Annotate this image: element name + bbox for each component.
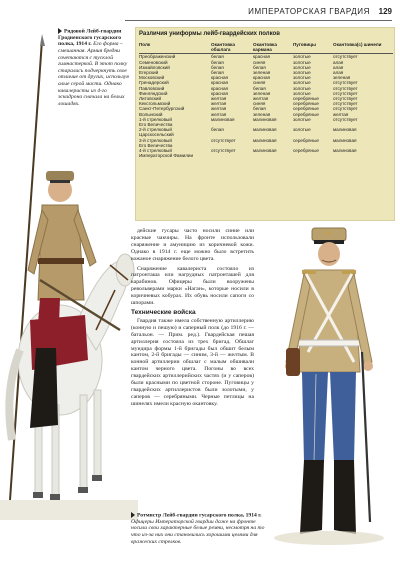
table-cell: красная (211, 90, 228, 96)
table-cell: Царскосельский (139, 132, 174, 138)
header-rule (125, 20, 392, 21)
table-cell: малиновая (253, 116, 277, 122)
table-cell (333, 153, 393, 158)
table-cell: Измайловский (139, 64, 170, 70)
table-cell: Семеновский (139, 59, 168, 65)
table-cell: золотые (293, 70, 311, 76)
table-cell: красная (253, 54, 270, 60)
right-figure-caption (131, 512, 271, 545)
table-cell: Императорской Фамилии (139, 153, 194, 159)
main-text-column (131, 228, 254, 411)
table-cell: малиновая (211, 116, 235, 122)
table-row (139, 153, 393, 158)
table-cell: желтая (211, 101, 227, 107)
table-cell: отсутствует (333, 54, 358, 60)
table-cell: белая (211, 64, 224, 70)
table-cell: серебряные (293, 106, 319, 112)
caption-right-bold: Ротмистр Лейб-гвардии гусарского полка, 1914 г. (137, 512, 262, 519)
table-cell: 2-й стрелковый (139, 127, 172, 133)
table-cell: отсутствует (211, 148, 236, 154)
table-cell: 3-й стрелковый (139, 137, 172, 143)
table-cell: зеленая (253, 90, 271, 96)
table-cell: алая (333, 64, 344, 70)
paragraph: Гвардия также имела собственную артиллерию (конную и пешую) и саперный полк (до 1916 г. — батальон. — Прим. ред.). Гвардейская пешая артиллерия состояла из трех бригад. Обшлаг мундира формы 1-й бригады был обшит белым кантом, 2-й бригады — синим, 3-й — желтым. В конной артиллерии обшлаг с малым обшивали кантом черного цвета. Погоны во всех гвардейских артиллерийских частях (и у саперов) были красными по цветной стороне. Пуговицы у гвардейских артиллеристов были золотыми, у саперов — серебряными. Черные петлицы на шинелях имели красную окантовку. (131, 317, 254, 407)
table-header-row (139, 42, 393, 54)
table-cell: желтая (211, 106, 227, 112)
table-cell: синяя (253, 80, 266, 86)
table-cell: Гренадерский (139, 80, 169, 86)
table-cell: алая (333, 59, 344, 65)
table-cell: малиновая (333, 127, 357, 133)
table-cell: золотые (293, 59, 311, 65)
caption-left-italic: Его форма – смешанная. Армия бредни сочетаются с тусклой гимнастеркой. В этот полку старались подчеркнуть свое отличие от других, используя алые серой масти. Однако кавалеристы из 4-го эскадрона сначала на белых лошадях. (58, 41, 129, 107)
table-cell (211, 153, 253, 158)
page-header (0, 0, 400, 22)
table-cell: золотые (293, 116, 311, 122)
table-cell: белая (211, 127, 224, 133)
table-cell: отсутствует (333, 90, 358, 96)
table-cell: белая (211, 54, 224, 60)
col-header: Окантовка кармана (253, 42, 293, 54)
table-cell: Его Величества (139, 142, 173, 148)
caption-marker-icon (58, 28, 62, 34)
table-cell: Павловский (139, 85, 165, 91)
table-cell: белая (211, 70, 224, 76)
table-cell: Финляндский (139, 90, 168, 96)
table-cell: зеленая (253, 111, 271, 117)
table-cell: малиновая (253, 127, 277, 133)
table-cell: серебряные (293, 111, 319, 117)
table-cell: серебряные (293, 101, 319, 107)
table-cell: белая (253, 106, 266, 112)
table-cell: отсутствует (211, 137, 236, 143)
table-cell: синяя (253, 59, 266, 65)
table-cell: Кексгольмский (139, 101, 171, 107)
table-cell: Преображенский (139, 54, 176, 60)
table-cell: Его Величества (139, 122, 173, 128)
table-cell (253, 153, 293, 158)
col-header: Полк (139, 42, 211, 54)
paragraph: дейские гусары часто носили синие или красные чакчиры. На фронте использовали снаряжение и амуницию из коричневой кожи. Однако в 1914 г. еще можно было встретить кожаное снаряжение белого цвета. (131, 228, 254, 262)
table-cell: малиновая (253, 137, 277, 143)
table-cell: красная (211, 85, 228, 91)
table-cell: алая (333, 70, 344, 76)
table-cell: Литовский (139, 96, 162, 102)
table-cell: золотые (293, 127, 311, 133)
col-header: Пуговицы (293, 42, 333, 54)
table-cell: серебряные (293, 137, 319, 143)
table-cell: золотые (293, 54, 311, 60)
uniform-table (139, 42, 393, 158)
table-cell: отсутствует (333, 96, 358, 102)
table-cell: желтая (253, 96, 269, 102)
caption-left-bold: Рядовой Лейб-гвардии Гродненского гусарского полка, 1914 г. (58, 28, 122, 48)
paragraph: Снаряжение кавалериста состояло из патронташа или нагрудных патронташей для карабинов. Офицеры были вооружены револьверами марки «Наган», которые носили в коричневых кобурах. Их обувь носили сапоги со шпорами. (131, 265, 254, 307)
table-cell: малиновая (333, 148, 357, 154)
table-cell (293, 153, 333, 158)
table-cell: малиновая (253, 148, 277, 154)
table-cell: отсутствует (333, 80, 358, 86)
table-cell: золотые (293, 80, 311, 86)
standing-officer-illustration (262, 222, 396, 552)
table-cell: красная (211, 80, 228, 86)
caption-right-italic: Офицеры Императорской гвардии даже на фронте носили свои характерные белые ремни, несмотря на то что из-за них они становились хорошими целями для вражеских стрелков. (131, 518, 265, 545)
table-cell: желтая (333, 111, 349, 117)
col-header: Окантовка(с) шинели (333, 42, 393, 54)
table-cell: малиновая (333, 137, 357, 143)
running-title: ИМПЕРАТОРСКАЯ ГВАРДИЯ (248, 7, 370, 16)
table-cell: белая (211, 59, 224, 65)
table-cell: зеленая (253, 70, 271, 76)
table-cell: отсутствует (333, 106, 358, 112)
table-cell: отсутствует (333, 85, 358, 91)
col-header: Окантовка обшлага (211, 42, 253, 54)
table-cell: желтая (211, 111, 227, 117)
table-cell: красная (211, 75, 228, 81)
table-cell: золотые (293, 85, 311, 91)
table-cell: 4-й стрелковый (139, 148, 172, 154)
table-cell: золотые (293, 90, 311, 96)
table-cell: отсутствует (333, 116, 358, 122)
table-cell: 1-й стрелковый (139, 116, 172, 122)
table-cell: серебряные (293, 148, 319, 154)
table-cell: отсутствует (333, 101, 358, 107)
table-cell: золотые (293, 75, 311, 81)
table-cell: желтая (211, 96, 227, 102)
table-cell: Санкт-Петербургский (139, 106, 185, 112)
table-cell: золотые (293, 64, 311, 70)
table-cell: Московский (139, 75, 165, 81)
caption-marker-icon (131, 512, 135, 518)
table-cell: синяя (253, 101, 266, 107)
table-cell: зеленая (333, 75, 351, 81)
table-cell: серебряные (293, 96, 319, 102)
table-cell: белая (253, 64, 266, 70)
table-cell: белая (253, 85, 266, 91)
page-number: 129 (378, 7, 392, 16)
left-figure-caption (58, 28, 130, 107)
uniform-differences-table-box (135, 27, 395, 221)
table-body (139, 54, 393, 159)
table-cell: Егерский (139, 70, 159, 76)
table-title: Различия униформы лейб-гвардейских полков (139, 31, 280, 37)
section-heading: Технические войска (131, 308, 196, 316)
table-cell: Волынский (139, 111, 163, 117)
table-cell: красная (253, 75, 270, 81)
